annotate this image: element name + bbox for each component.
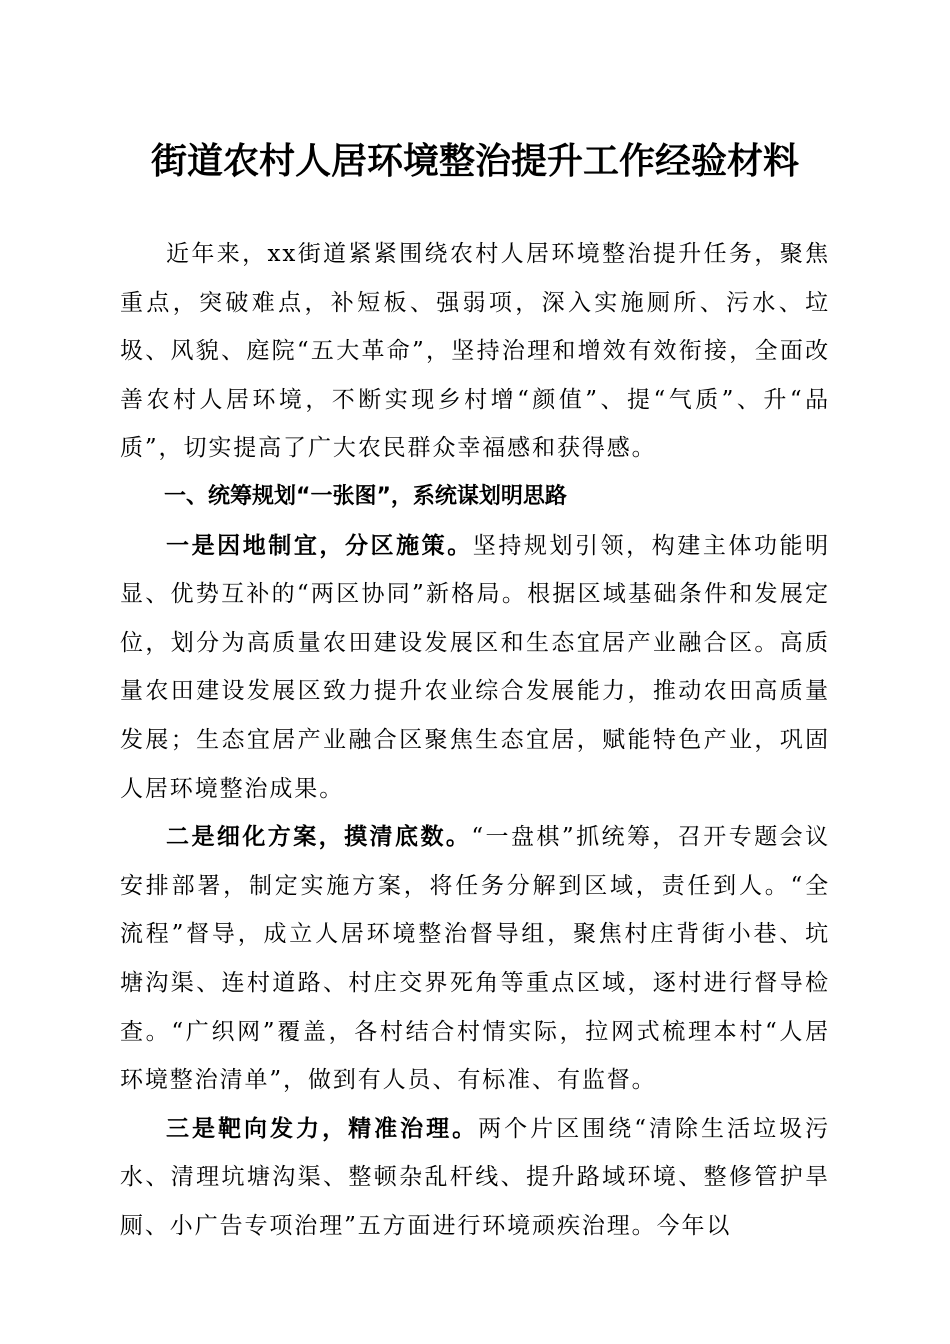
document-title: 街道农村人居环境整治提升工作经验材料 xyxy=(150,140,799,182)
paragraph-2 xyxy=(120,813,830,1105)
paragraph-3 xyxy=(120,1105,830,1251)
paragraph-1-lead: 一是因地制宜，分区施策。 xyxy=(166,531,473,559)
paragraph-3-text: 两个片区围绕“清除生活垃圾污水、清理坑塘沟渠、整顿杂乱杆线、提升路域环境、整修管护旱厕、小广告专项治理”五方面进行环境顽疾治理。今年以 xyxy=(120,1115,831,1239)
paragraph-1-text: 坚持规划引领，构建主体功能明显、优势互补的“两区协同”新格局。根据区域基础条件和发展定位，划分为高质量农田建设发展区和生态宜居产业融合区。高质量农田建设发展区致力提升农业综合发展能力，推动农田高质量发展；生态宜居产业融合区聚焦生态宜居，赋能特色产业，巩固人居环境整治成果。 xyxy=(120,532,830,802)
paragraph-2-text: “一盘棋”抓统筹，召开专题会议安排部署，制定实施方案，将任务分解到区域，责任到人。“全流程”督导，成立人居环境整治督导组，聚焦村庄背街小巷、坑塘沟渠、连村道路、村庄交界死角等重点区域，逐村进行督导检查。“广织网”覆盖，各村结合村情实际，拉网式梳理本村“人居环境整治清单”，做到有人员、有标准、有监督。 xyxy=(120,824,830,1094)
document-body xyxy=(120,230,830,1250)
section-heading-1: 一、统筹规划“一张图”，系统谋划明思路 xyxy=(164,483,567,509)
paragraph-2-lead: 二是细化方案，摸清底数。 xyxy=(166,823,472,851)
paragraph-3-lead: 三是靶向发力，精准治理。 xyxy=(166,1114,479,1142)
intro-text: 近年来，xx街道紧紧围绕农村人居环境整治提升任务，聚焦重点，突破难点，补短板、强弱项，深入实施厕所、污水、垃圾、风貌、庭院“五大革命”，坚持治理和增效有效衔接，全面改善农村人居环境，不断实现乡村增“颜值”、提“气质”、升“品质”，切实提高了广大农民群众幸福感和获得感。 xyxy=(120,241,830,462)
paragraph-1 xyxy=(120,522,830,814)
intro-paragraph xyxy=(120,230,830,473)
